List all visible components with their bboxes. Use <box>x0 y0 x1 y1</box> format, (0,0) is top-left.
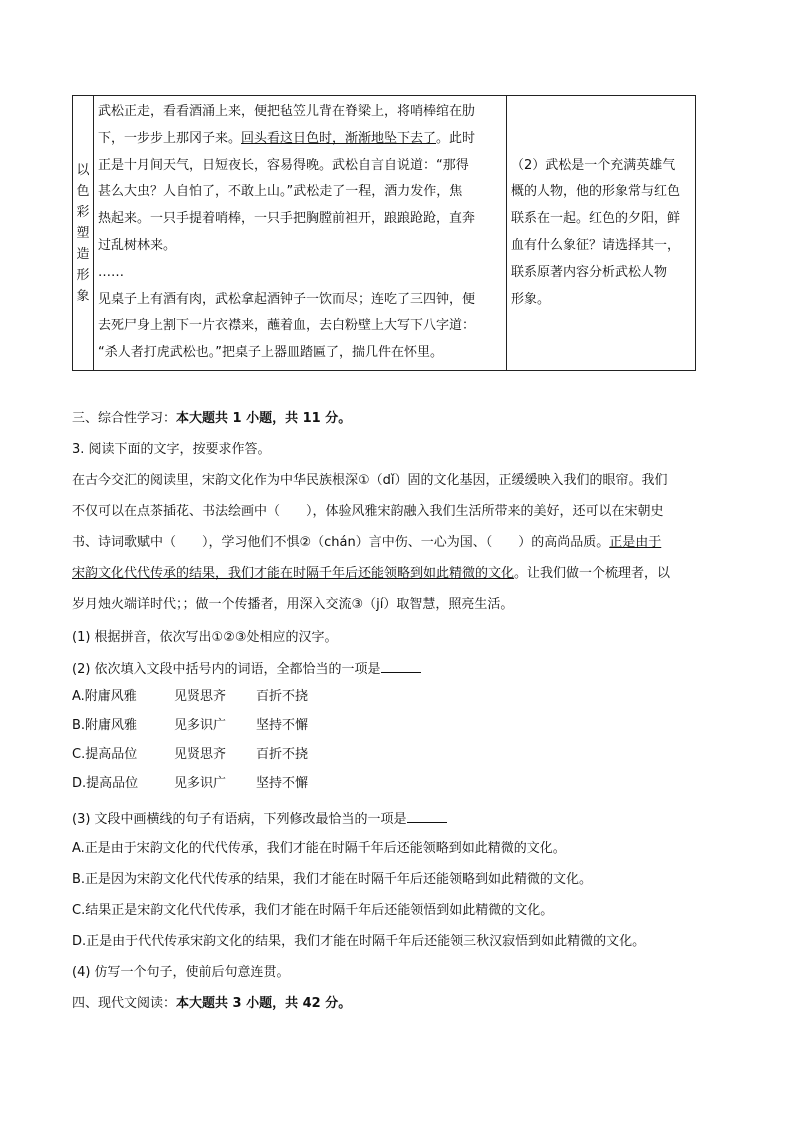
passage-line: 在古今交汇的阅读里，宋韵文化作为中华民族根深①（dǐ）固的文化基因，正缓缓映入我们的眼帘。我们 <box>72 473 668 488</box>
sub-question-3: (3) 文段中画横线的句子有语病，下列修改最恰当的一项是 <box>72 808 447 830</box>
question-line: 血有什么象征？请选择其一， <box>511 238 681 253</box>
excerpt-line: 过乱树林来。 <box>98 238 177 253</box>
passage-line: 岁月烛火端详时代；；做一个传播者，用深入交流③（jí）取智慧，照亮生活。 <box>72 597 514 612</box>
theme-char: 以 <box>76 162 90 178</box>
underlined-sentence: 正是由于 <box>609 535 662 550</box>
theme-char: 色 <box>76 183 90 199</box>
sub-question-1: (1) 根据拼音，依次写出①②③处相应的汉字。 <box>72 630 338 645</box>
sub-question-2: (2) 依次填入文段中括号内的词语，全都恰当的一项是 <box>72 658 421 680</box>
option-line: C.结果正是宋韵文化代代传承，我们才能在时隔千年后还能领悟到如此精微的文化。 <box>72 903 554 918</box>
option-row: B.附庸风雅 见多识广 坚持不懈 <box>72 718 309 733</box>
answer-blank[interactable] <box>381 658 421 673</box>
passage-line: 宋韵文化代代传承的结果，我们才能在时隔千年后还能领略到如此精微的文化。让我们做一个梳理者，以 <box>72 566 671 581</box>
question-line: （2）武松是一个充满英雄气 <box>511 157 676 173</box>
sub-question-4: (4) 仿写一个句子，使前后句意连贯。 <box>72 965 290 980</box>
excerpt-line: “杀人者打虎武松也。”把桌子上器皿踏匾了，揣几件在怀里。 <box>98 345 443 361</box>
excerpt-line: 武松正走，看看酒涌上来，便把毡笠儿背在脊梁上，将哨棒绾在肋 <box>98 104 476 120</box>
option-line: B.正是因为宋韵文化代代传承的结果，我们才能在时隔千年后还能领略到如此精微的文化。 <box>72 872 593 887</box>
section-3 <box>72 0 722 1123</box>
question-line: 联系原著内容分析武松人物 <box>511 264 668 280</box>
option-row: D.提高品位 见多识广 坚持不懈 <box>72 776 309 791</box>
answer-blank[interactable] <box>407 808 447 823</box>
theme-char: 彩 <box>76 204 90 220</box>
excerpt-line: 热起来。一只手提着哨棒，一只手把胸膛前袒开，踉踉跄跄，直奔 <box>98 211 476 227</box>
passage-line: 书、诗词歌赋中（ ），学习他们不惧②（chán）言中伤、一心为国、（ ）的高尚品质。正是由于 <box>72 535 662 550</box>
question-line: 形象。 <box>511 291 551 307</box>
option-row: C.提高品位 见贤思齐 百折不挠 <box>72 747 309 762</box>
section-heading: 三、综合性学习：本大题共 1 小题，共 11 分。 <box>72 411 352 426</box>
question-line: 概的人物，他的形象常与红色 <box>511 184 681 200</box>
excerpt-line: …… <box>98 264 124 280</box>
excerpt-line: 见桌子上有酒有肉，武松拿起酒钟子一饮而尽；连吃了三四钟，便 <box>98 291 476 307</box>
option-row: A.附庸风雅 见贤思齐 百折不挠 <box>72 689 309 704</box>
option-line: D.正是由于代代传承宋韵文化的结果，我们才能在时隔千年后还能领三秋汉寂悟到如此精微的文化。 <box>72 934 646 949</box>
theme-char: 形 <box>76 267 90 283</box>
question-line: 联系在一起。红色的夕阳，鲜 <box>511 211 681 227</box>
passage-line: 不仅可以在点茶插花、书法绘画中（ ），体验风雅宋韵融入我们生活所带来的美好，还可以在宋朝史 <box>72 504 664 519</box>
underlined-phrase: 回头看这日色时，渐渐地坠下去了 <box>241 130 437 146</box>
excerpt-line: 去死尸身上割下一片衣襟来，蘸着血，去白粉壁上大写下八字道： <box>98 318 476 334</box>
theme-char: 塑 <box>76 225 90 241</box>
section-heading: 四、现代文阅读：本大题共 3 小题，共 42 分。 <box>72 996 352 1011</box>
question-title: 3. 阅读下面的文字，按要求作答。 <box>72 442 271 457</box>
option-line: A.正是由于宋韵文化的代代传承，我们才能在时隔千年后还能领略到如此精微的文化。 <box>72 841 566 856</box>
excerpt-line: 甚么大虫？人自怕了，不敢上山。”武松走了一程，酒力发作，焦 <box>98 184 463 200</box>
excerpt-line: 正是十月间天气，日短夜长，容易得晚。武松自言自说道：“那得 <box>98 157 469 173</box>
excerpt-line: 下，一步步上那冈子来。回头看这日色时，渐渐地坠下去了。此时 <box>98 130 476 146</box>
underlined-sentence: 宋韵文化代代传承的结果，我们才能在时隔千年后还能领略到如此精微的文化 <box>72 566 515 581</box>
theme-char: 象 <box>76 288 90 304</box>
theme-char: 造 <box>76 246 90 262</box>
